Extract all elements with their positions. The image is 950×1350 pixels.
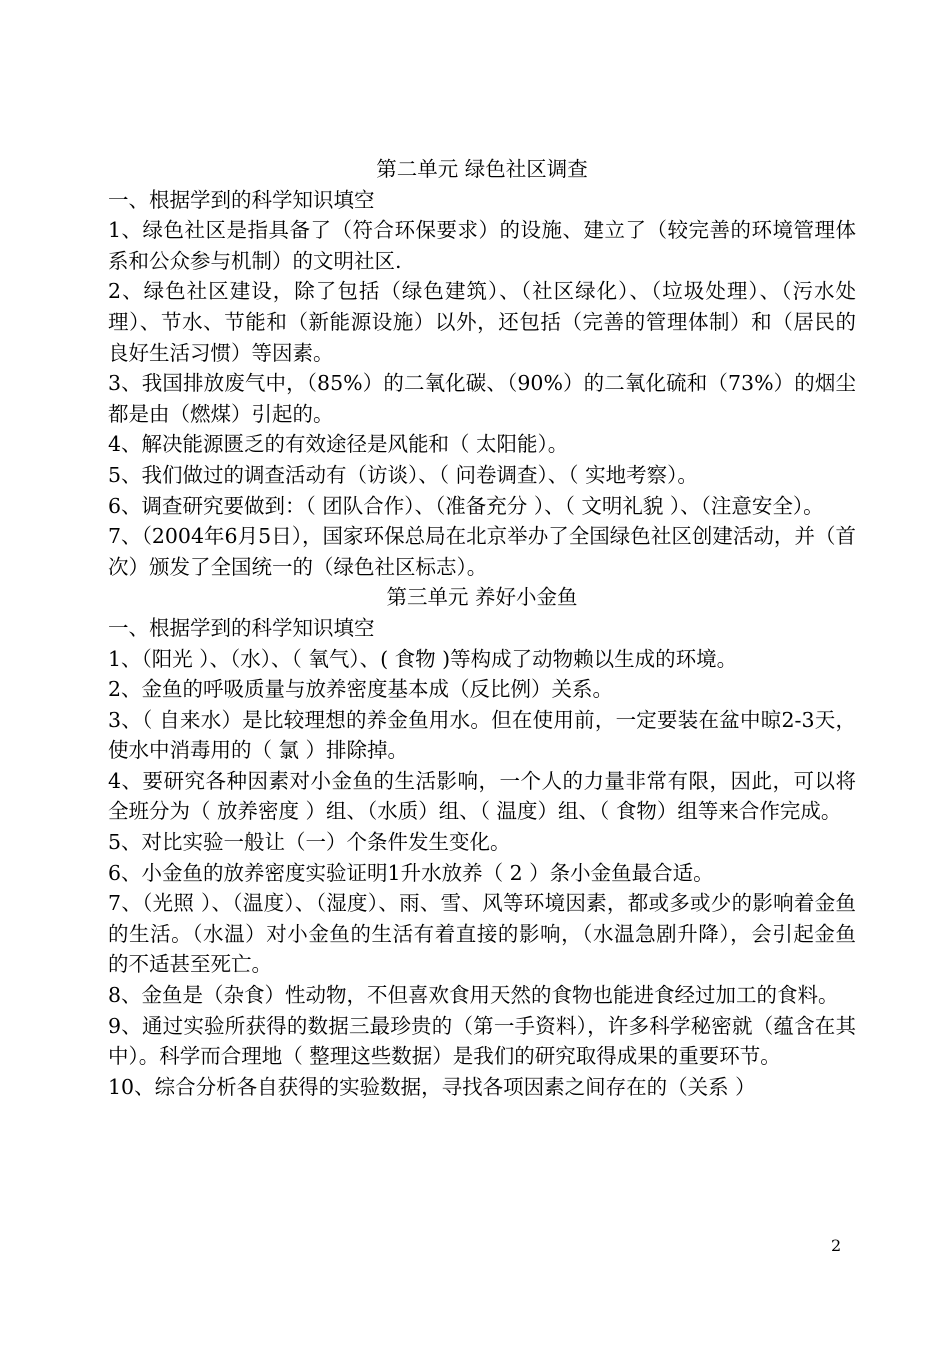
unit-2-item-1: 1、绿色社区是指具备了（符合环保要求）的设施、建立了（较完善的环境管理体系和公众参与机制）的文明社区. (108, 218, 856, 273)
unit-2-item-7: 7、（2004年6月5日），国家环保总局在北京举办了全国绿色社区创建活动，并（首次）颁发了全国统一的（绿色社区标志）。 (108, 524, 856, 579)
unit-3-item-6: 6、小金鱼的放养密度实验证明1升水放养（ 2 ）条小金鱼最合适。 (108, 860, 714, 885)
unit-3-item-3: 3、（ 自来水）是比较理想的养金鱼用水。但在使用前，一定要装在盆中晾2-3天，使水中消毒用的（ 氯 ）排除掉。 (108, 707, 856, 763)
unit-2-item-4: 4、解决能源匮乏的有效途径是风能和（ 太阳能）。 (108, 432, 569, 457)
unit-3-item-5: 5、对比实验一般让（一）个条件发生变化。 (108, 830, 511, 855)
unit-3-item-9: 9、通过实验所获得的数据三最珍贵的（第一手资料），许多科学秘密就（蕴含在其中）。科学而合理地（ 整理这些数据）是我们的研究取得成果的重要环节。 (108, 1013, 856, 1069)
document-body (108, 154, 856, 1102)
unit-2-item-5: 5、我们做过的调查活动有（访谈）、（ 问卷调查）、（ 实地考察）。 (108, 462, 698, 487)
unit-3-item-7: 7、（光照 ）、（温度）、（湿度）、雨、雪、风等环境因素，都或多或少的影响着金鱼的生活。（水温）对小金鱼的生活有着直接的影响，（水温急剧升降），会引起金鱼的不适甚至死亡。 (108, 891, 856, 977)
unit-2-section-heading: 一、根据学到的科学知识填空 (108, 187, 375, 212)
unit-3-item-4: 4、要研究各种因素对小金鱼的生活影响，一个人的力量非常有限，因此，可以将全班分为（ 放养密度 ）组、（水质）组、（ 温度）组、（ 食物）组等来合作完成。 (108, 768, 856, 824)
unit-3-item-10: 10、综合分析各自获得的实验数据，寻找各项因素之间存在的（关系 ） (108, 1074, 756, 1099)
page-number: 2 (831, 1236, 842, 1255)
unit-2-item-6: 6、调查研究要做到：（ 团队合作）、（准备充分 ）、（ 文明礼貌 ）、（注意安全）。 (108, 493, 824, 518)
unit-3-item-2: 2、金鱼的呼吸质量与放养密度基本成（反比例）关系。 (108, 677, 614, 702)
unit-3-title: 第三单元 养好小金鱼 (386, 585, 578, 610)
unit-3-item-8: 8、金鱼是（杂食）性动物，不但喜欢食用天然的食物也能进食经过加工的食料。 (108, 983, 839, 1008)
unit-2-item-3: 3、我国排放废气中，（85%）的二氧化碳、（90%）的二氧化硫和（73%）的烟尘都是由（燃煤）引起的。 (108, 371, 856, 426)
unit-3-section-heading: 一、根据学到的科学知识填空 (108, 615, 375, 640)
unit-3-item-1: 1、（阳光 ）、（水）、（ 氧气）、( 食物 )等构成了动物赖以生成的环境。 (108, 646, 738, 671)
unit-2-title: 第二单元 绿色社区调查 (376, 157, 588, 181)
unit-2-item-2: 2、绿色社区建设，除了包括（绿色建筑）、（社区绿化）、（垃圾处理）、（污水处理）、节水、节能和（新能源设施）以外，还包括（完善的管理体制）和（居民的良好生活习惯）等因素。 (108, 279, 856, 365)
